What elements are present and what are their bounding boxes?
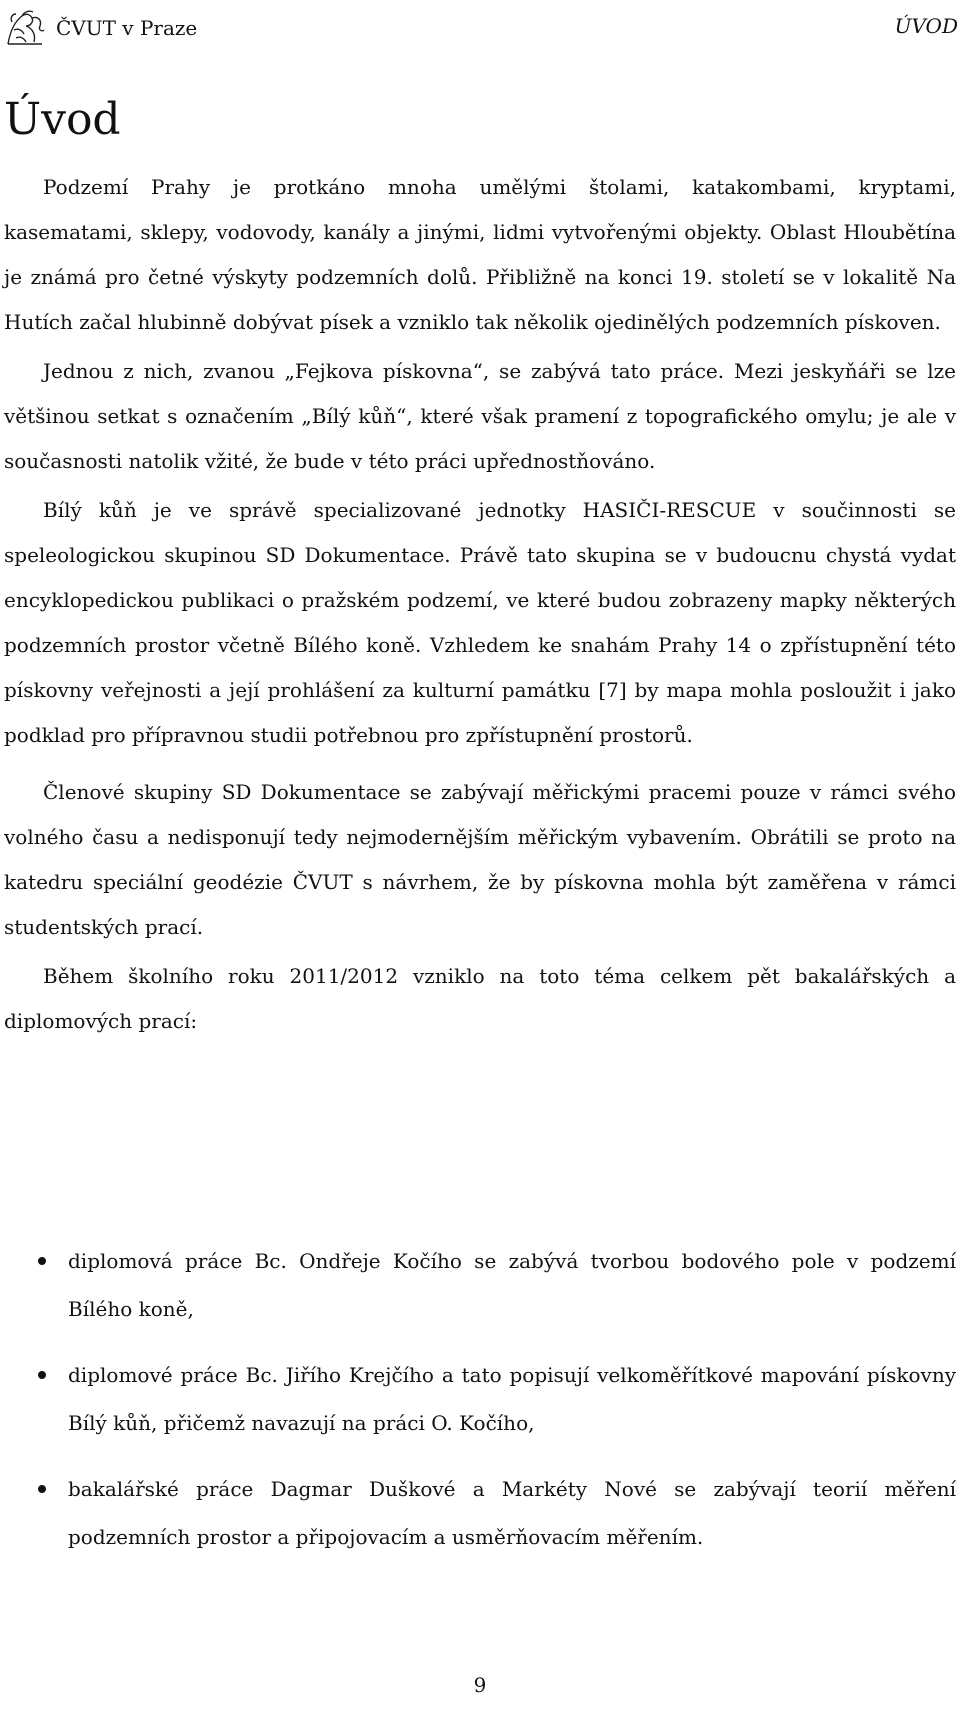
header-institution: ČVUT v Praze <box>56 16 198 40</box>
header-chapter: ÚVOD <box>894 14 958 38</box>
paragraph-2: Jednou z nich, zvanou „Fejkova pískovna“, se zabývá tato práce. Mezi jeskyňáři se lze většinou setkat s označením „Bílý kůň“, které však pramení z topografického omylu; je ale v současnosti natolik vžité, že bude v této práci upřednostňováno. <box>4 359 956 473</box>
chapter-body <box>4 165 956 1044</box>
list-item: diplomová práce Bc. Ondřeje Kočího se zabývá tvorbou bodového pole v podzemí Bílého koně, <box>4 1237 956 1333</box>
paragraph-3: Bílý kůň je ve správě specializované jednotky HASIČI-RESCUE v součinnosti se speleologickou skupinou SD Dokumentace. Právě tato skupina se v budoucnu chystá vydat encyklopedickou publikaci o pražském podzemí, ve které budou zobrazeny mapky některých podzemních prostor včetně Bílého koně. Vzhledem ke snahám Prahy 14 o zpřístupnění této pískovny veřejnosti a její prohlášení za kulturní památku [7] by mapa mohla posloužit i jako podklad pro přípravnou studii potřebnou pro zpřístupnění prostorů. <box>4 498 956 747</box>
thesis-list <box>4 1237 956 1579</box>
list-item: diplomové práce Bc. Jiřího Krejčího a tato popisují velkoměřítkové mapování pískovny Bílý kůň, přičemž navazují na práci O. Kočího, <box>4 1351 956 1447</box>
page-number: 9 <box>473 1673 487 1697</box>
paragraph-5: Během školního roku 2011/2012 vzniklo na toto téma celkem pět bakalářských a diplomových prací: <box>4 964 956 1033</box>
chapter-title: Úvod <box>4 94 121 145</box>
list-item: bakalářské práce Dagmar Duškové a Markéty Nové se zabývají teorií měření podzemních prostor a připojovacím a usměrňovacím měřením. <box>4 1465 956 1561</box>
cvut-lion-logo-icon <box>2 8 48 48</box>
paragraph-4: Členové skupiny SD Dokumentace se zabývají měřickými pracemi pouze v rámci svého volného času a nedisponují tedy nejmodernějším měřickým vybavením. Obrátili se proto na katedru speciální geodézie ČVUT s návrhem, že by pískovna mohla být zaměřena v rámci studentských prací. <box>4 780 956 939</box>
paragraph-1: Podzemí Prahy je protkáno mnoha umělými štolami, katakombami, kryptami, kasematami, sklepy, vodovody, kanály a jinými, lidmi vytvořenými objekty. Oblast Hloubětína je známá pro četné výskyty podzemních dolů. Přibližně na konci 19. století se v lokalitě Na Hutích začal hlubinně dobývat písek a vzniklo tak několik ojedinělých podzemních pískoven. <box>4 175 956 334</box>
running-header-left <box>2 8 197 48</box>
